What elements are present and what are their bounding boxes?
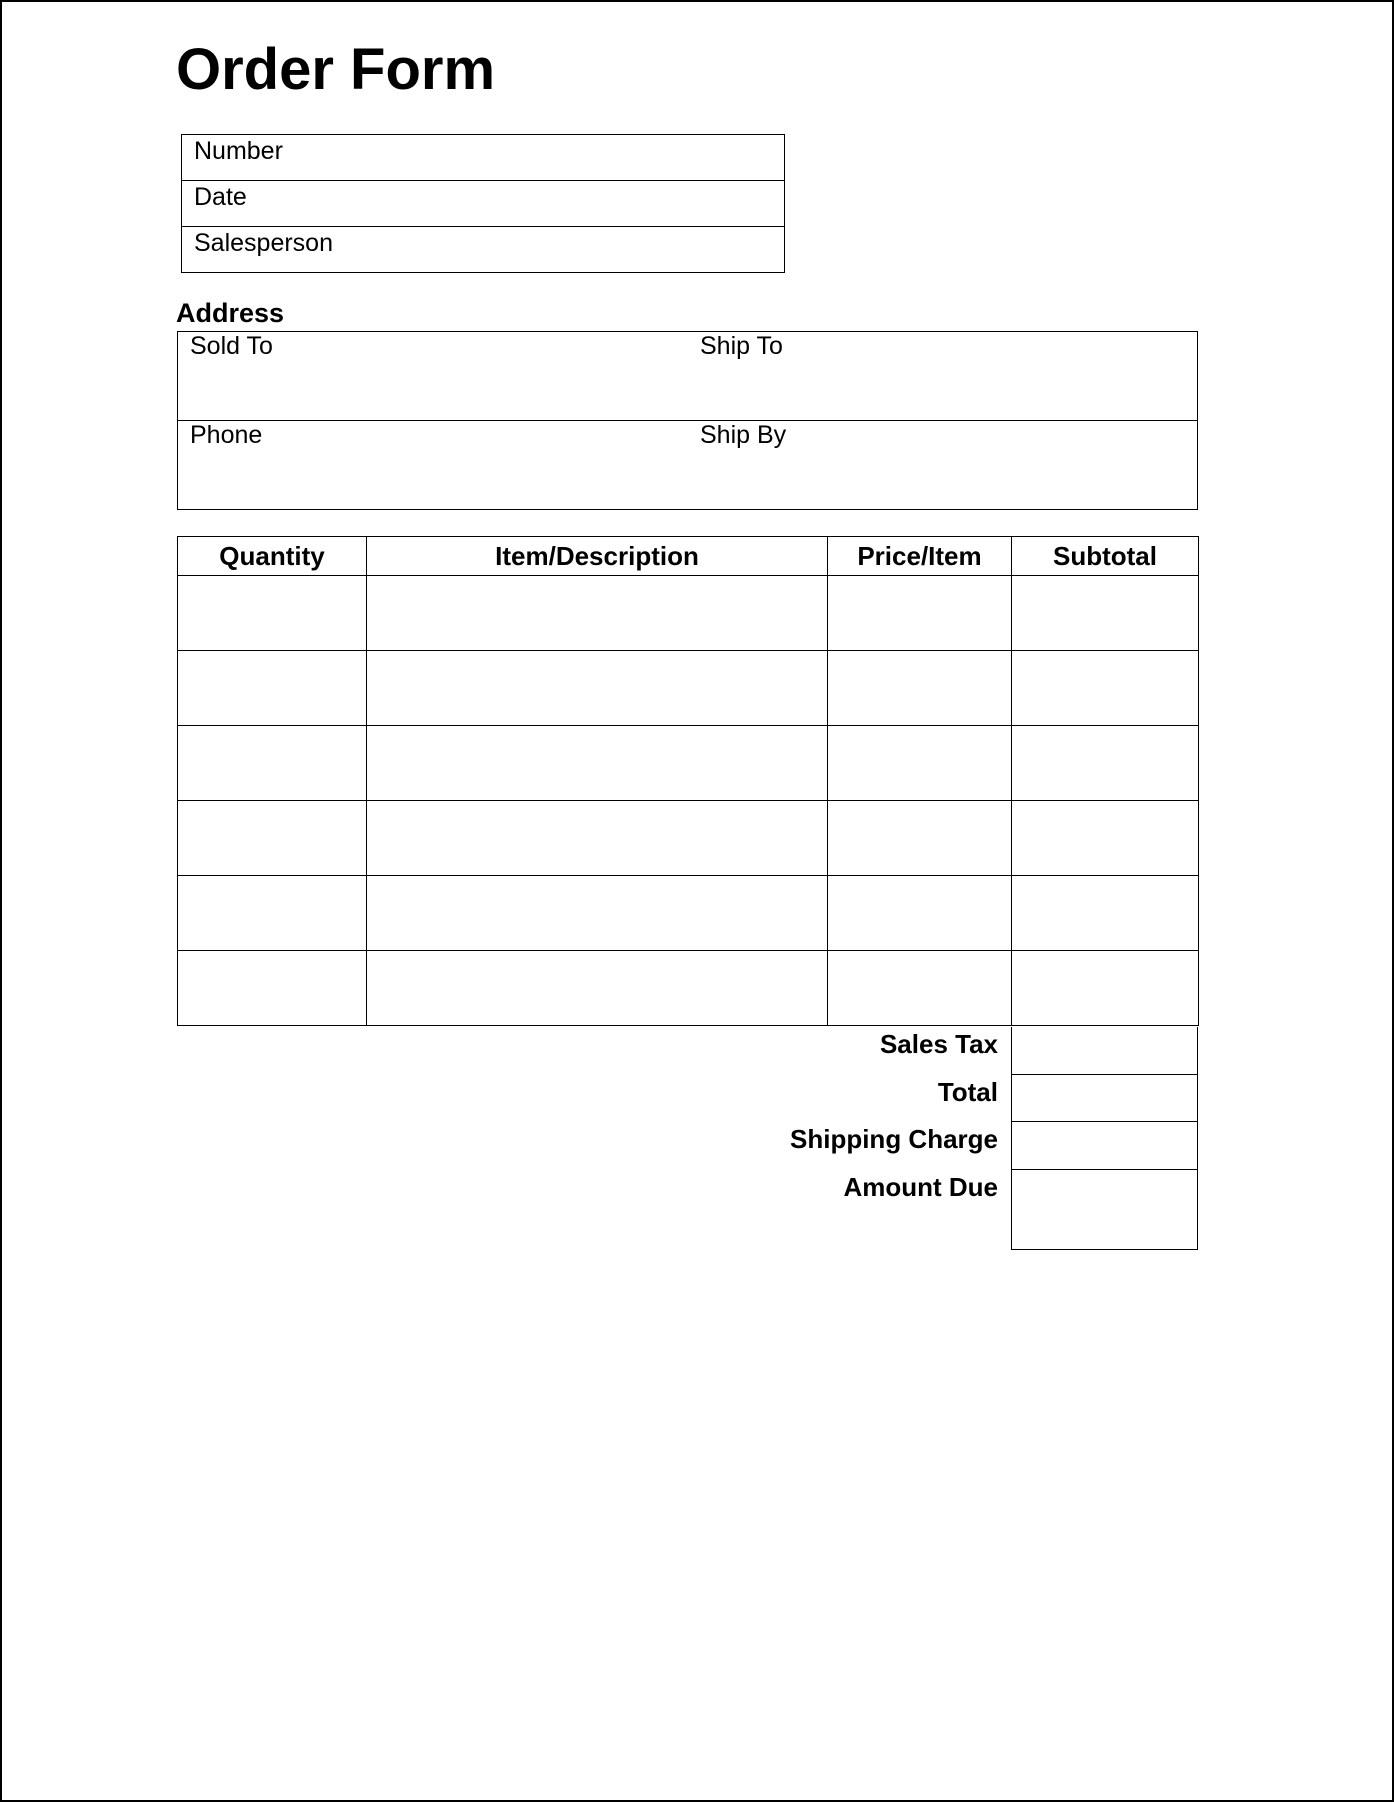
shipping-charge-label: Shipping Charge (790, 1124, 998, 1154)
subtotal-cell[interactable] (1012, 651, 1199, 726)
quantity-header: Quantity (178, 537, 367, 576)
item-row (178, 651, 1199, 726)
amount-due-label: Amount Due (843, 1172, 998, 1202)
subtotal-cell[interactable] (1012, 951, 1199, 1026)
item-description-cell[interactable] (367, 876, 828, 951)
items-header-row (178, 537, 1199, 576)
total-field[interactable] (1011, 1075, 1198, 1122)
price-item-cell[interactable] (828, 876, 1012, 951)
price-item-cell[interactable] (828, 726, 1012, 801)
item-row (178, 726, 1199, 801)
quantity-cell[interactable] (178, 726, 367, 801)
item-row (178, 576, 1199, 651)
address-row-phone-shipby (178, 421, 1197, 510)
ship-by-label: Ship By (700, 421, 787, 449)
item-description-cell[interactable] (367, 576, 828, 651)
price-item-header: Price/Item (828, 537, 1012, 576)
item-description-cell[interactable] (367, 801, 828, 876)
address-section-label: Address (176, 298, 285, 328)
quantity-cell[interactable] (178, 951, 367, 1026)
items-table (177, 536, 1199, 1026)
order-info-box (181, 134, 785, 273)
quantity-cell[interactable] (178, 651, 367, 726)
subtotal-cell[interactable] (1012, 876, 1199, 951)
quantity-cell[interactable] (178, 801, 367, 876)
item-row (178, 801, 1199, 876)
sales-tax-label: Sales Tax (879, 1029, 998, 1059)
subtotal-header: Subtotal (1012, 537, 1199, 576)
total-label: Total (937, 1077, 998, 1107)
subtotal-cell[interactable] (1012, 726, 1199, 801)
number-label: Number (194, 137, 283, 165)
quantity-cell[interactable] (178, 576, 367, 651)
quantity-cell[interactable] (178, 876, 367, 951)
item-row (178, 951, 1199, 1026)
item-row (178, 876, 1199, 951)
phone-label: Phone (190, 421, 263, 449)
address-row-sold-ship (178, 332, 1197, 421)
salesperson-field[interactable] (182, 227, 784, 273)
salesperson-label: Salesperson (194, 229, 333, 257)
price-item-cell[interactable] (828, 801, 1012, 876)
item-description-cell[interactable] (367, 726, 828, 801)
item-description-cell[interactable] (367, 951, 828, 1026)
sales-tax-field[interactable] (1011, 1027, 1198, 1075)
price-item-cell[interactable] (828, 576, 1012, 651)
price-item-cell[interactable] (828, 651, 1012, 726)
amount-due-field[interactable] (1011, 1170, 1198, 1250)
number-field[interactable] (182, 135, 784, 181)
shipping-charge-field[interactable] (1011, 1122, 1198, 1170)
subtotal-cell[interactable] (1012, 576, 1199, 651)
subtotal-cell[interactable] (1012, 801, 1199, 876)
sold-to-label: Sold To (190, 332, 273, 360)
item-description-cell[interactable] (367, 651, 828, 726)
page-title: Order Form (176, 37, 496, 102)
item-description-header: Item/Description (367, 537, 828, 576)
address-box (177, 331, 1198, 510)
date-label: Date (194, 183, 247, 211)
price-item-cell[interactable] (828, 951, 1012, 1026)
ship-to-label: Ship To (700, 332, 783, 360)
date-field[interactable] (182, 181, 784, 227)
